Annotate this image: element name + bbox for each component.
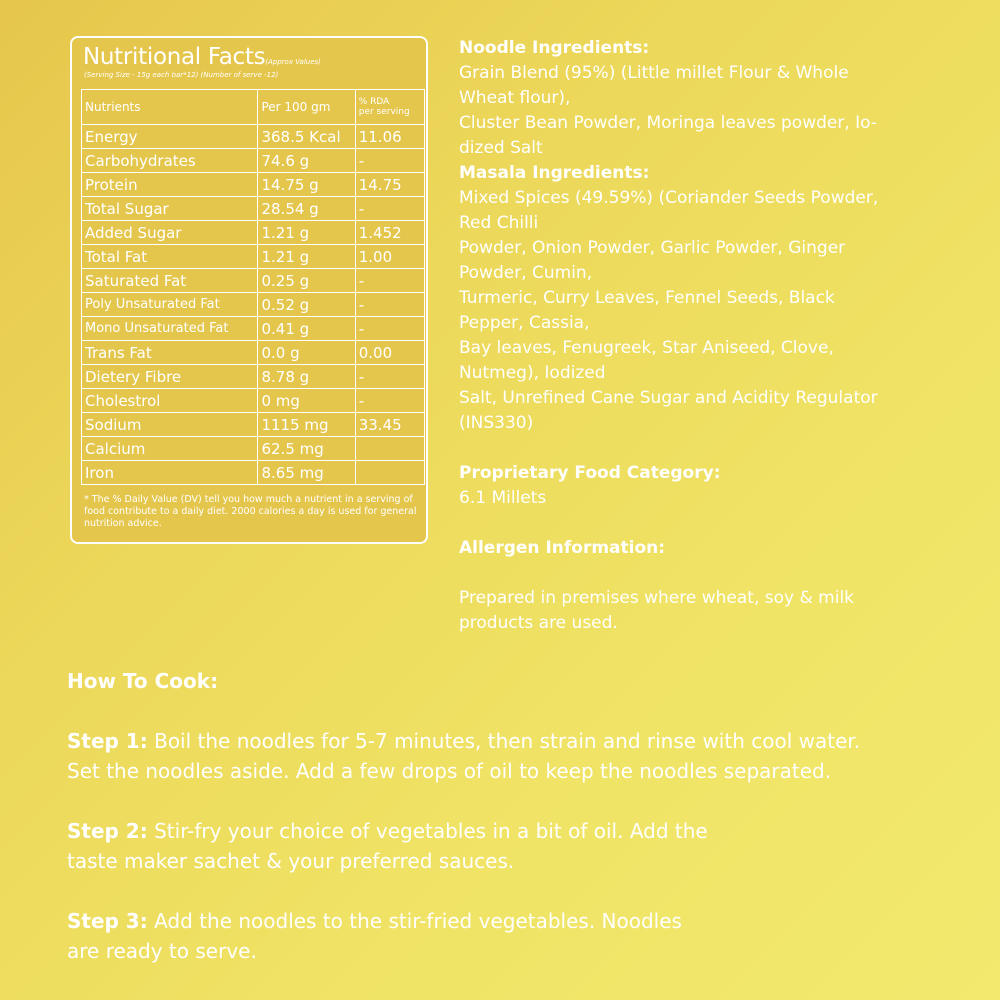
nutrient-per100: 0.25 g [258, 269, 355, 293]
step-text: taste maker sachet & your preferred sauces. [67, 849, 515, 873]
nutrient-rda: - [355, 269, 424, 293]
allergen-heading: Allergen Information: [459, 538, 666, 558]
nutrient-rda: - [355, 149, 424, 173]
step-label: Step 1: [67, 729, 148, 753]
nutrient-name: Sodium [82, 413, 258, 437]
nutrient-rda: 1.00 [355, 245, 424, 269]
header-per-100gm: Per 100 gm [258, 90, 355, 125]
cook-step-1 [67, 726, 967, 786]
nutrient-name: Energy [82, 125, 258, 149]
table-row [82, 269, 425, 293]
step-text: Add the noodles to the stir-fried vegetables. Noodles [154, 909, 682, 933]
nutrient-name: Total Fat [82, 245, 258, 269]
nutrient-per100: 0 mg [258, 389, 355, 413]
nutrient-name: Trans Fat [82, 341, 258, 365]
nutrient-per100: 14.75 g [258, 173, 355, 197]
table-row [82, 365, 425, 389]
cook-step-2 [67, 816, 967, 876]
table-row [82, 293, 425, 317]
masala-ingredients-line: Salt, Unrefined Cane Sugar and Acidity Regulator [459, 388, 878, 408]
nutrient-rda: - [355, 317, 424, 341]
table-row [82, 461, 425, 485]
masala-ingredients-line: Turmeric, Curry Leaves, Fennel Seeds, Black [459, 288, 835, 308]
cook-step-3 [67, 906, 967, 966]
nutrition-facts-panel [70, 36, 428, 544]
nutrient-per100: 1115 mg [258, 413, 355, 437]
nutrition-table-header [82, 90, 425, 125]
ingredients-section [459, 36, 979, 636]
table-row [82, 341, 425, 365]
nutrient-rda [355, 461, 424, 485]
header-nutrients: Nutrients [82, 90, 258, 125]
nutrient-name: Protein [82, 173, 258, 197]
nutrient-rda: 1.452 [355, 221, 424, 245]
step-label: Step 2: [67, 819, 148, 843]
daily-value-footnote: * The % Daily Value (DV) tell you how much a nutrient in a serving of food contribute to a daily diet. 2000 calories a day is used for general nutrition advice. [84, 494, 417, 529]
how-to-cook-heading: How To Cook: [67, 669, 219, 693]
serving-size-note: (Serving Size - 15g each bar*12) (Number of serve -12) [84, 71, 279, 79]
noodle-ingredients-line: dized Salt [459, 138, 543, 158]
nutrient-name: Calcium [82, 437, 258, 461]
food-category-heading: Proprietary Food Category: [459, 463, 721, 483]
nutrient-name: Dietery Fibre [82, 365, 258, 389]
step-text: Set the noodles aside. Add a few drops of oil to keep the noodles separated. [67, 759, 832, 783]
nutrient-rda: - [355, 197, 424, 221]
masala-ingredients-line: Bay leaves, Fenugreek, Star Aniseed, Clove, [459, 338, 834, 358]
nutrient-name: Saturated Fat [82, 269, 258, 293]
table-row [82, 413, 425, 437]
nutrient-per100: 1.21 g [258, 221, 355, 245]
allergen-line: products are used. [459, 613, 618, 633]
masala-ingredients-line: Powder, Cumin, [459, 263, 593, 283]
table-row [82, 245, 425, 269]
nutrient-rda: 14.75 [355, 173, 424, 197]
nutrient-rda: 0.00 [355, 341, 424, 365]
masala-ingredients-line: (INS330) [459, 413, 534, 433]
how-to-cook-section [67, 666, 967, 966]
table-row [82, 125, 425, 149]
nutrient-per100: 8.78 g [258, 365, 355, 389]
nutrient-per100: 1.21 g [258, 245, 355, 269]
table-row [82, 173, 425, 197]
masala-ingredients-heading: Masala Ingredients: [459, 163, 650, 183]
masala-ingredients-line: Mixed Spices (49.59%) (Coriander Seeds Powder, [459, 188, 879, 208]
masala-ingredients-line: Pepper, Cassia, [459, 313, 590, 333]
noodle-ingredients-heading: Noodle Ingredients: [459, 38, 650, 58]
nutrient-rda: - [355, 293, 424, 317]
step-text: Boil the noodles for 5-7 minutes, then strain and rinse with cool water. [154, 729, 861, 753]
nutrient-name: Iron [82, 461, 258, 485]
masala-ingredients-line: Red Chilli [459, 213, 539, 233]
nutrient-per100: 0.0 g [258, 341, 355, 365]
nutrition-title-text: Nutritional Facts [83, 44, 266, 70]
step-label: Step 3: [67, 909, 148, 933]
step-text: are ready to serve. [67, 939, 257, 963]
nutrient-per100: 0.52 g [258, 293, 355, 317]
nutrient-name: Added Sugar [82, 221, 258, 245]
step-text: Stir-fry your choice of vegetables in a bit of oil. Add the [154, 819, 708, 843]
nutrient-per100: 62.5 mg [258, 437, 355, 461]
nutrient-rda [355, 437, 424, 461]
nutrient-per100: 0.41 g [258, 317, 355, 341]
nutrient-rda: 11.06 [355, 125, 424, 149]
table-row [82, 197, 425, 221]
nutrient-name: Poly Unsaturated Fat [82, 293, 258, 317]
noodle-ingredients-line: Cluster Bean Powder, Moringa leaves powder, Io- [459, 113, 878, 133]
table-row [82, 149, 425, 173]
nutrient-name: Cholestrol [82, 389, 258, 413]
nutrition-table [81, 89, 425, 485]
table-row [82, 389, 425, 413]
nutrient-per100: 74.6 g [258, 149, 355, 173]
nutrition-title [83, 44, 321, 70]
food-category-value: 6.1 Millets [459, 488, 547, 508]
masala-ingredients-line: Nutmeg), Iodized [459, 363, 606, 383]
nutrient-per100: 8.65 mg [258, 461, 355, 485]
nutrient-name: Total Sugar [82, 197, 258, 221]
table-row [82, 317, 425, 341]
nutrient-rda: - [355, 365, 424, 389]
masala-ingredients-line: Powder, Onion Powder, Garlic Powder, Ginger [459, 238, 846, 258]
approx-values-note: (Approx Values) [265, 58, 321, 66]
table-row [82, 221, 425, 245]
table-row [82, 437, 425, 461]
nutrient-name: Mono Unsaturated Fat [82, 317, 258, 341]
nutrient-per100: 368.5 Kcal [258, 125, 355, 149]
noodle-ingredients-line: Grain Blend (95%) (Little millet Flour & Whole [459, 63, 849, 83]
allergen-line: Prepared in premises where wheat, soy & milk [459, 588, 855, 608]
nutrient-rda: - [355, 389, 424, 413]
nutrient-name: Carbohydrates [82, 149, 258, 173]
nutrient-per100: 28.54 g [258, 197, 355, 221]
header-rda: % RDA per serving [355, 90, 424, 125]
nutrient-rda: 33.45 [355, 413, 424, 437]
noodle-ingredients-line: Wheat flour), [459, 88, 571, 108]
